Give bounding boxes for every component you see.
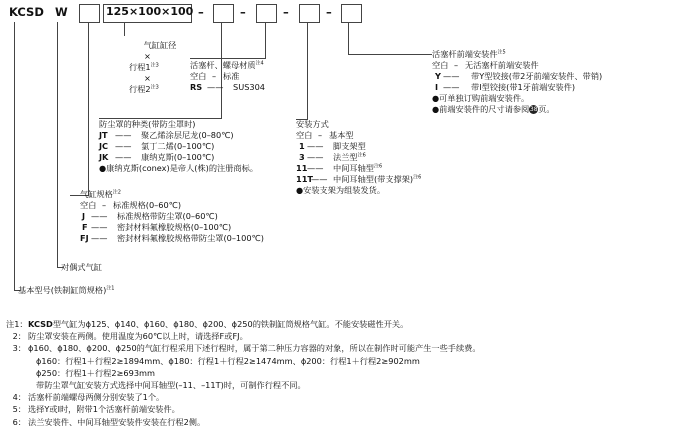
dust-cover-row-jk: JK —— 康纳克斯(0–100℃): [99, 152, 215, 162]
cylinder-spec-title: 气缸规格$^{注2}$: [80, 189, 121, 199]
rod-material-box: [256, 4, 277, 23]
install-method-title: 安装方式: [296, 119, 329, 129]
note-3-line-4: 带防尘罩气缸安装方式选择中间耳轴型(–11、–11T)时，可制作行程不同。: [36, 380, 306, 391]
install-method-section: [296, 119, 421, 196]
note-2: 2： 防尘罩安装在两侧。使用温度为60℃以上时，请选择F或FJ。: [12, 331, 248, 342]
install-method-row-11t: 11T—— 中间耳轴型(带支撑架)$^{注6}$: [296, 174, 422, 184]
connector-rod-h: [190, 58, 266, 59]
size-value: 125×100×100: [106, 5, 194, 18]
dual-cylinder-label: 对偶式气缸: [61, 262, 102, 272]
connector-method-v: [307, 22, 308, 120]
connector-front-v: [348, 22, 349, 55]
front-mount-bullet-1: ●可单独订购前端安装件。: [432, 93, 530, 103]
install-method-box: [299, 4, 320, 23]
note-5: 5： 选择Y或I时，附带1个活塞杆前端安装件。: [12, 404, 180, 415]
stroke1-label: [120, 62, 200, 73]
dust-cover-title: 防尘罩的种类(带防尘罩时): [99, 119, 196, 129]
spec-box: [79, 4, 100, 23]
stroke2-text: 行程2: [129, 84, 151, 94]
stroke2-note: 注3: [150, 84, 159, 91]
note-1: 注1：KCSD型气缸为ϕ125、ϕ140、ϕ160、ϕ180、ϕ200、ϕ250的铁制缸筒规格气缸。不能安装磁性开关。: [6, 319, 409, 329]
cylinder-spec-row-blank: 空白 – 标准规格(0–60℃): [80, 200, 182, 210]
bore-group: [120, 40, 200, 95]
install-method-row-1: 1 —— 脚支架型: [299, 141, 366, 151]
page-ref-badge: 38: [529, 106, 538, 113]
front-mount-row-i: I —— 带I型铰接(带1牙前端安装件): [435, 82, 576, 92]
model-prefix: KCSD: [9, 5, 44, 19]
install-method-row-3: 3 —— 法兰型$^{注6}$: [299, 152, 366, 162]
front-mount-section: [432, 49, 602, 115]
dust-cover-row-jt: JT —— 聚乙烯涂层尼龙(0–80℃): [99, 130, 234, 140]
footnotes: [6, 318, 686, 428]
connector-dual-v: [57, 22, 58, 268]
cylinder-spec-row-fj: FJ —— 密封材料氟橡胶规格带防尘罩(0–100℃): [80, 233, 264, 243]
stroke1-note: 注3: [150, 62, 159, 69]
connector-size-v: [124, 22, 125, 36]
install-method-row-blank: 空白 – 基本型: [296, 130, 354, 140]
note-6: 6： 法兰安装件、中间耳轴型安装件安装在行程2侧。: [12, 416, 206, 427]
install-method-note: ●安装支架为组装发货。: [296, 185, 386, 195]
front-mount-row-y: Y —— 带Y型铰接(带2牙前端安装件、带销): [435, 71, 603, 81]
stroke2-label: [120, 84, 200, 95]
note-4: 4： 活塞杆前端螺母两侧分别安装了1个。: [12, 392, 165, 403]
note-3: 3： ϕ160、ϕ180、ϕ200、ϕ250的气缸行程采用下述行程时，属于第二种压力容器的对象，所以在制作时可能产生一些手续费。: [12, 343, 481, 354]
dust-cover-note: ●康纳克斯(conex)是帝人(株)的注册商标。: [99, 163, 258, 173]
connector-basic-v: [14, 22, 15, 291]
cylinder-spec-section: [80, 189, 264, 244]
bore-times-1: ×: [144, 51, 151, 61]
connector-spec-v: [88, 22, 89, 195]
install-box: [213, 4, 234, 23]
cylinder-spec-row-j: J —— 标准规格带防尘罩(0–60℃): [82, 211, 218, 221]
front-mount-box: [341, 4, 362, 23]
front-mount-bullet-2: ●前端安装件的尺寸请参阅38页。: [432, 104, 555, 114]
bore-times-2: ×: [144, 73, 151, 83]
front-mount-title: 活塞杆前端安装件$^{注5}$: [432, 49, 506, 59]
model-w: W: [55, 5, 68, 19]
rod-material-section: [190, 60, 265, 93]
cylinder-spec-row-f: F —— 密封材料氟橡胶规格(0–100℃): [82, 222, 232, 232]
rod-material-row-rs: RS —— SUS304: [190, 82, 266, 92]
bore-label: 气缸缸径: [143, 40, 177, 50]
note-3-line-3: ϕ250：行程1＋行程2≥693mm: [36, 367, 156, 378]
stroke1-text: 行程1: [129, 62, 151, 72]
connector-rod-v: [265, 22, 266, 58]
basic-model-label: 基本型号(铁制缸筒规格)$^{注1}$: [18, 285, 115, 295]
dash-1: –: [198, 5, 204, 19]
install-method-row-11: 11—— 中间耳轴型$^{注6}$: [296, 163, 383, 173]
front-mount-row-blank: 空白 – 无活塞杆前端安装件: [432, 60, 539, 70]
dash-3: –: [283, 5, 289, 19]
rod-material-title: 活塞杆、螺母材质$^{注4}$: [190, 60, 264, 70]
dash-2: –: [240, 5, 246, 19]
dust-cover-section: [99, 119, 258, 174]
connector-front-h: [348, 54, 432, 55]
dust-cover-row-jc: JC —— 氯丁二烯(0–100℃): [99, 141, 215, 151]
rod-material-row-blank: 空白 – 标准: [190, 71, 240, 81]
dash-4: –: [326, 5, 332, 19]
note-3-line-2: ϕ160：行程1＋行程2≥1894mm、ϕ180：行程1＋行程2≥1474mm、ϕ200：行程1＋行程2≥902mm: [36, 355, 420, 366]
